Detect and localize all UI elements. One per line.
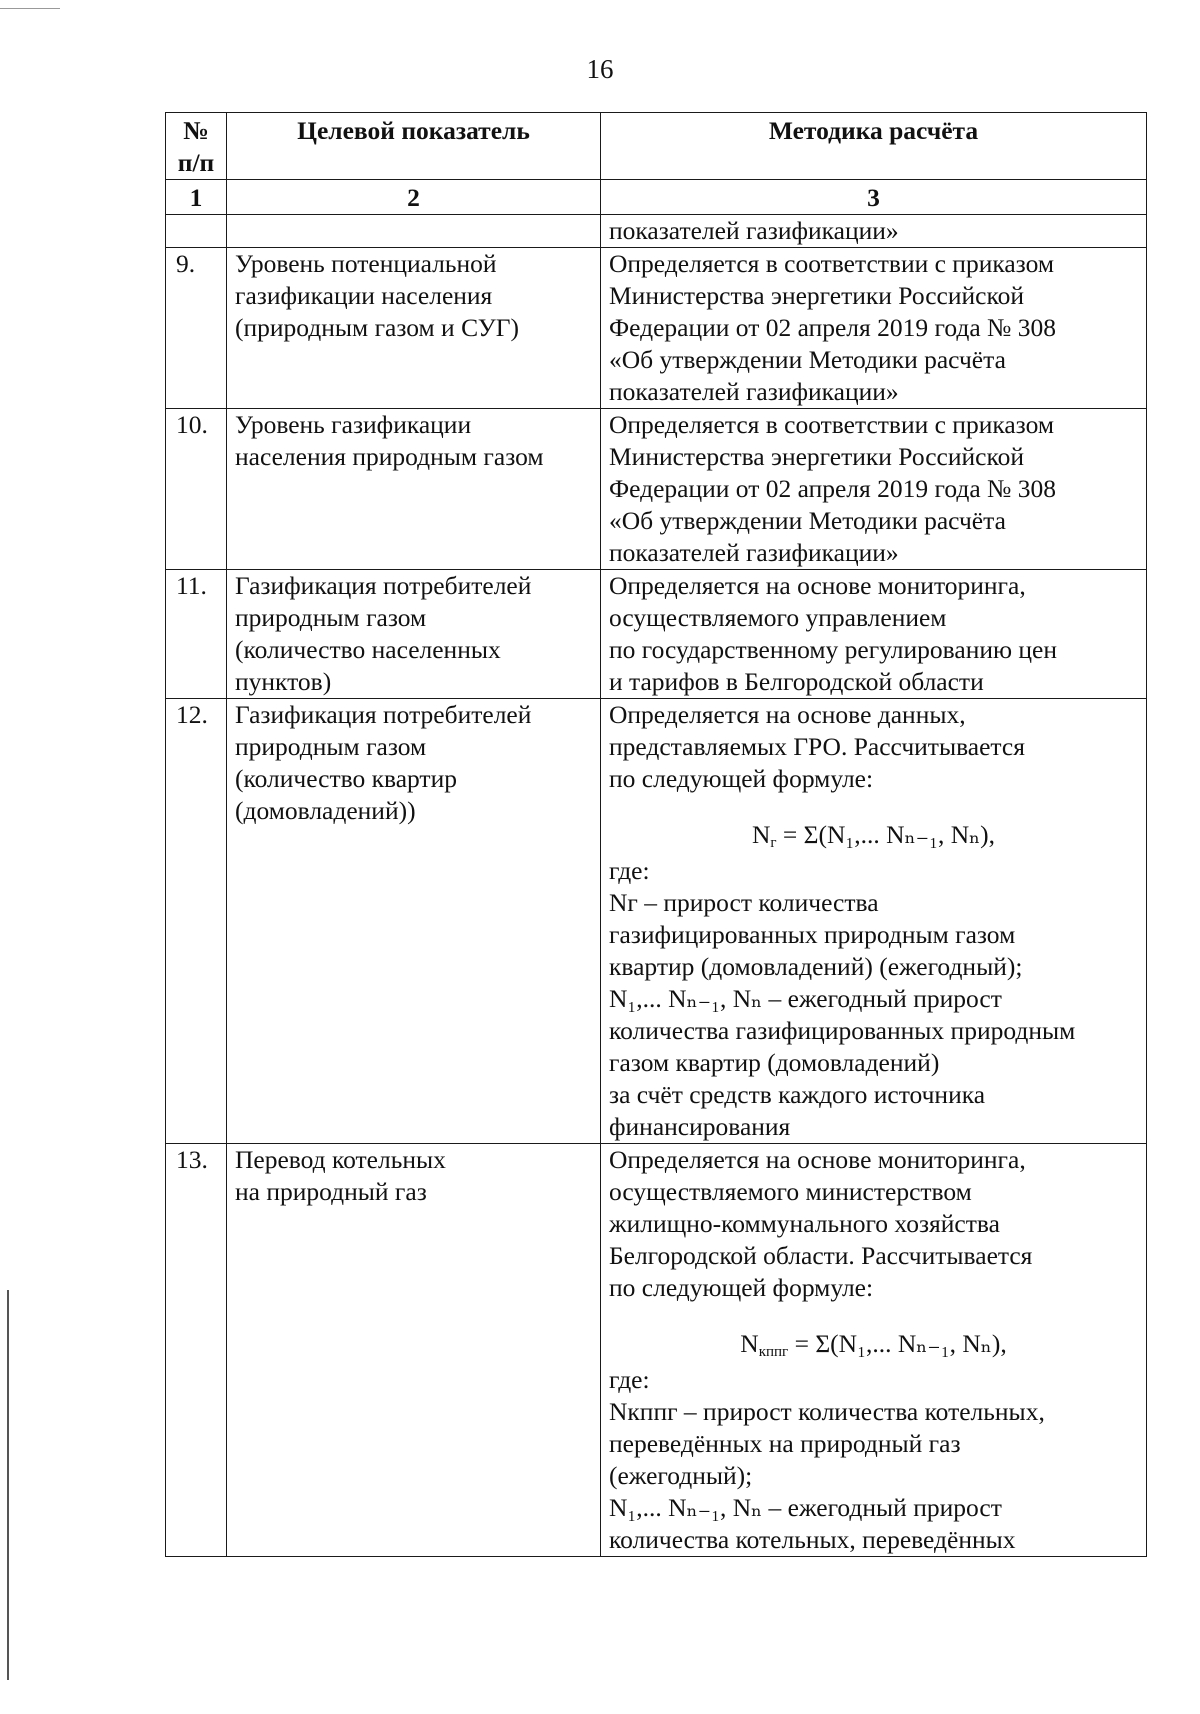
continuation-method: показателей газификации» xyxy=(601,215,1147,248)
method-line: жилищно-коммунального хозяйства xyxy=(609,1209,1000,1238)
table-rows xyxy=(166,248,1147,1557)
column-number-3: 3 xyxy=(601,180,1147,215)
table-row xyxy=(166,699,1147,1144)
row-number: 13. xyxy=(166,1144,227,1557)
indicator-line: Перевод котельных xyxy=(235,1145,446,1174)
method-line: Министерства энергетики Российской xyxy=(609,281,1024,310)
method-line: Nг – прирост количества xyxy=(609,888,879,917)
formula xyxy=(609,819,1138,851)
indicator-line: природным газом xyxy=(235,732,427,761)
row-number: 12. xyxy=(166,699,227,1144)
method-line: Определяется на основе мониторинга, xyxy=(609,1145,1026,1174)
column-number-1: 1 xyxy=(166,180,227,215)
formula-rhs: = Σ(N₁,... Nₙ₋₁, Nₙ), xyxy=(776,820,996,849)
method-line: и тарифов в Белгородской области xyxy=(609,667,984,696)
method-cell xyxy=(601,570,1147,699)
column-numbers-row xyxy=(166,180,1147,215)
indicator-line: (количество населенных xyxy=(235,635,501,664)
method-cell xyxy=(601,248,1147,409)
indicator-line: Уровень потенциальной xyxy=(235,249,497,278)
indicator-cell xyxy=(227,1144,601,1557)
method-line: Определяется в соответствии с приказом xyxy=(609,410,1054,439)
continuation-no xyxy=(166,215,227,248)
method-line: Определяется на основе данных, xyxy=(609,700,966,729)
formula xyxy=(609,1328,1138,1360)
table-row xyxy=(166,570,1147,699)
method-line: N₁,... Nₙ₋₁, Nₙ – ежегодный прирост xyxy=(609,984,1002,1013)
method-line: Определяется в соответствии с приказом xyxy=(609,249,1054,278)
continuation-indicator xyxy=(227,215,601,248)
indicator-line: Газификация потребителей xyxy=(235,700,532,729)
method-line: Определяется на основе мониторинга, xyxy=(609,571,1026,600)
method-line: показателей газификации» xyxy=(609,538,899,567)
method-line: Федерации от 02 апреля 2019 года № 308 xyxy=(609,474,1056,503)
indicator-line: природным газом xyxy=(235,603,427,632)
header-row xyxy=(166,113,1147,180)
formula-lhs-subscript: кппг xyxy=(758,1344,789,1360)
indicator-line: (домовладений)) xyxy=(235,796,416,825)
method-line: N₁,... Nₙ₋₁, Nₙ – ежегодный прирост xyxy=(609,1493,1002,1522)
method-line: газом квартир (домовладений) xyxy=(609,1048,940,1077)
method-line: переведённых на природный газ xyxy=(609,1429,961,1458)
method-line: Министерства энергетики Российской xyxy=(609,442,1024,471)
method-line: количества газифицированных природным xyxy=(609,1016,1076,1045)
indicator-cell xyxy=(227,699,601,1144)
method-line: Белгородской области. Рассчитывается xyxy=(609,1241,1033,1270)
indicator-cell xyxy=(227,409,601,570)
formula-lhs: N xyxy=(751,820,771,849)
method-cell xyxy=(601,409,1147,570)
table-row xyxy=(166,1144,1147,1557)
row-number: 9. xyxy=(166,248,227,409)
page-number: 16 xyxy=(586,54,614,84)
method-line: по следующей формуле: xyxy=(609,764,874,793)
indicator-cell xyxy=(227,248,601,409)
method-line: осуществляемого министерством xyxy=(609,1177,972,1206)
method-line: «Об утверждении Методики расчёта xyxy=(609,345,1006,374)
method-line: финансирования xyxy=(609,1112,791,1141)
table-row xyxy=(166,248,1147,409)
indicators-table xyxy=(165,112,1147,1557)
formula-rhs: = Σ(N₁,... Nₙ₋₁, Nₙ), xyxy=(788,1329,1007,1358)
method-line: количества котельных, переведённых xyxy=(609,1525,1016,1554)
method-line: представляемых ГРО. Рассчитывается xyxy=(609,732,1025,761)
indicator-line: газификации населения xyxy=(235,281,493,310)
table-row xyxy=(166,409,1147,570)
method-cell xyxy=(601,1144,1147,1557)
method-line: газифицированных природным газом xyxy=(609,920,1016,949)
header-indicator: Целевой показатель xyxy=(227,113,601,180)
method-line: где: xyxy=(609,1365,650,1394)
method-line: показателей газификации» xyxy=(609,377,899,406)
indicator-line: пунктов) xyxy=(235,667,332,696)
method-line: Nкппг – прирост количества котельных, xyxy=(609,1397,1045,1426)
method-line: за счёт средств каждого источника xyxy=(609,1080,986,1109)
method-cell xyxy=(601,699,1147,1144)
header-number: № п/п xyxy=(166,113,227,180)
indicator-line: (природным газом и СУГ) xyxy=(235,313,520,342)
indicator-line: Уровень газификации xyxy=(235,410,472,439)
header-method: Методика расчёта xyxy=(601,113,1147,180)
method-line: (ежегодный); xyxy=(609,1461,753,1490)
scan-artifact-top xyxy=(0,8,60,9)
indicator-cell xyxy=(227,570,601,699)
row-number: 10. xyxy=(166,409,227,570)
column-number-2: 2 xyxy=(227,180,601,215)
method-line: по следующей формуле: xyxy=(609,1273,874,1302)
method-line: по государственному регулированию цен xyxy=(609,635,1058,664)
continuation-row xyxy=(166,215,1147,248)
indicator-line: (количество квартир xyxy=(235,764,457,793)
scan-artifact-edge xyxy=(7,1290,9,1680)
row-number: 11. xyxy=(166,570,227,699)
indicator-line: на природный газ xyxy=(235,1177,427,1206)
method-line: осуществляемого управлением xyxy=(609,603,947,632)
method-line: квартир (домовладений) (ежегодный); xyxy=(609,952,1023,981)
formula-lhs-subscript: г xyxy=(770,835,777,851)
indicator-line: населения природным газом xyxy=(235,442,544,471)
method-line: Федерации от 02 апреля 2019 года № 308 xyxy=(609,313,1056,342)
formula-lhs: N xyxy=(740,1329,759,1358)
indicator-line: Газификация потребителей xyxy=(235,571,532,600)
method-line: «Об утверждении Методики расчёта xyxy=(609,506,1006,535)
method-line: где: xyxy=(609,856,650,885)
